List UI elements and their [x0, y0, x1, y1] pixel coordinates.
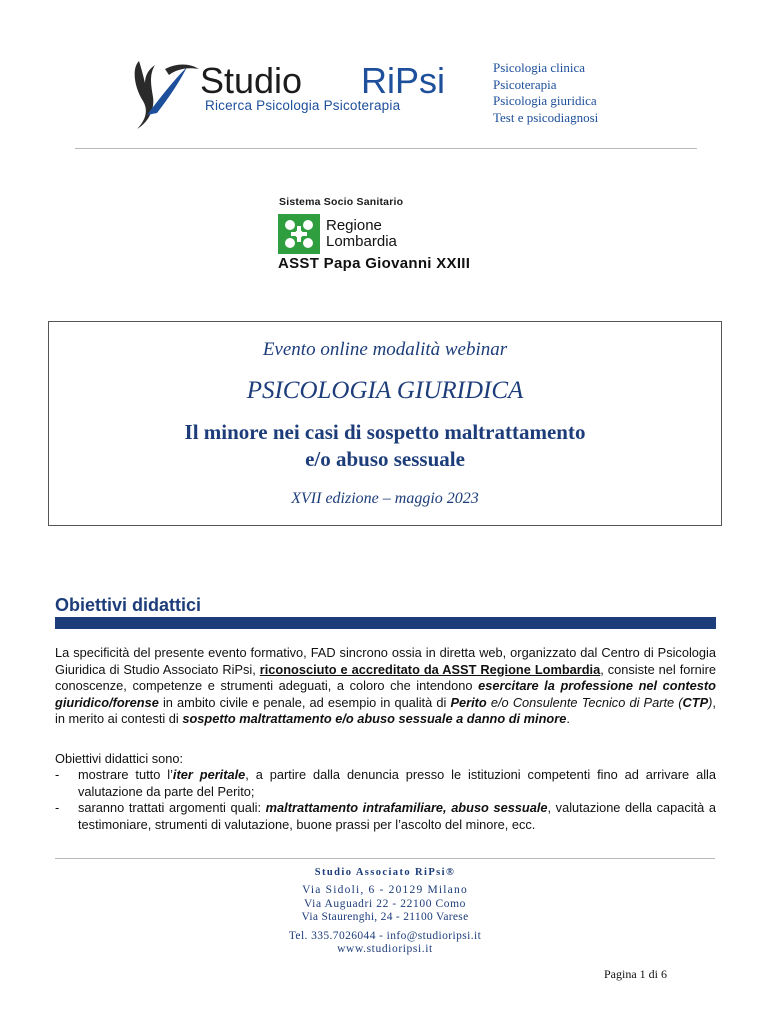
regione-name-line2: Lombardia: [326, 233, 397, 250]
emphasis-text: iter peritale: [172, 767, 246, 782]
objectives-intro: Obiettivi didattici sono:: [55, 751, 184, 766]
footer-address-milano: Via Sidoli, 6 - 20129 Milano: [302, 884, 468, 896]
event-edition: XVII edizione – maggio 2023: [291, 490, 479, 507]
logo-tagline: Ricerca Psicologia Psicoterapia: [205, 98, 401, 113]
service-item: Psicologia giuridica: [493, 93, 597, 108]
text-run: , consiste nel fornire conoscenze, competenze e strumenti adeguati, a coloro che intendono: [55, 661, 716, 693]
text-run: , in merito ai contesti di: [55, 694, 716, 726]
service-item: Test e psicodiagnosi: [493, 109, 599, 125]
text-run: in ambito civile e penale, ad esempio in qualità di: [158, 694, 451, 710]
footer-address-como: Via Auguadri 22 - 22100 Como: [303, 898, 467, 910]
bullet-dash: -: [55, 767, 60, 782]
italic-text: ): [708, 694, 713, 710]
emphasis-text: sospetto maltrattamento e/o abuso sessuale a danno di minore: [182, 711, 567, 726]
list-item-text: [78, 800, 716, 833]
footer-address-varese: Via Staurenghi, 24 - 21100 Varese: [301, 911, 469, 923]
section-title: Obiettivi didattici: [55, 595, 202, 615]
event-subtitle-line1: Il minore nei casi di sospetto maltrattamento: [184, 420, 586, 444]
logo-brush-mark: [135, 61, 155, 129]
text-run: .: [566, 711, 570, 726]
list-item: [55, 800, 716, 833]
text-run: saranno trattati argomenti quali:: [78, 800, 266, 815]
italic-text: e/o Consulente Tecnico di Parte (: [486, 694, 683, 710]
regione-name-line1: Regione: [326, 217, 382, 234]
emphasis-text: esercitare la professione nel contesto giuridico/forense: [55, 678, 716, 710]
section-divider-bar: [55, 617, 716, 629]
text-run: mostrare tutto l’: [78, 767, 173, 782]
regione-name: [326, 218, 397, 250]
studio-ripsi-logo: [125, 55, 490, 135]
page-number: Pagina 1 di 6: [604, 967, 667, 981]
logo-word-studio: Studio: [200, 60, 303, 101]
regione-asst: ASST Papa Giovanni XXIII: [278, 255, 471, 272]
event-title: PSICOLOGIA GIURIDICA: [246, 377, 524, 404]
footer-website-link[interactable]: www.studioripsi.it: [337, 943, 433, 955]
emphasis-text: CTP: [682, 694, 709, 710]
logo-word-ripsi: RiPsi: [361, 60, 446, 101]
services-list: [493, 60, 598, 126]
regione-lombardia-logo-icon: [278, 214, 320, 254]
text-run: , valutazione della capacità a testimoniare, strumenti di valutazione, buone prassi per l’ascolto del minore, ecc.: [78, 800, 717, 832]
intro-paragraph: [55, 645, 716, 728]
event-box: [48, 321, 722, 526]
footer-divider: [55, 858, 715, 859]
service-item: Psicologia clinica: [493, 60, 586, 75]
bullet-dash: -: [55, 800, 60, 815]
emphasis-text: Perito: [450, 694, 487, 710]
emphasis-text: maltrattamento intrafamiliare, abuso sessuale: [265, 800, 548, 815]
service-item: Psicoterapia: [493, 76, 557, 92]
accreditation-text: riconosciuto e accreditato da ASST Regione Lombardia: [259, 661, 601, 677]
header-divider: [75, 148, 697, 149]
event-subtitle-line2: e/o abuso sessuale: [305, 447, 465, 471]
event-mode: Evento online modalità webinar: [262, 339, 508, 360]
regione-system-label: Sistema Socio Sanitario: [279, 196, 404, 208]
list-item-text: [78, 767, 716, 800]
text-run: , a partire dalla denuncia presso le istituzioni competenti fino ad arrivare alla valutazione da parte del Perito;: [78, 767, 716, 799]
footer-company-name: Studio Associato RiPsi®: [314, 867, 456, 878]
footer-contact[interactable]: Tel. 335.7026044 - info@studioripsi.it: [288, 930, 482, 942]
text-run: La specificità del presente evento formativo, FAD sincrono ossia in diretta web, organizzato dal Centro di Psicologia Giuridica di Studio Associato RiPsi,: [55, 645, 716, 677]
list-item: [55, 767, 716, 800]
